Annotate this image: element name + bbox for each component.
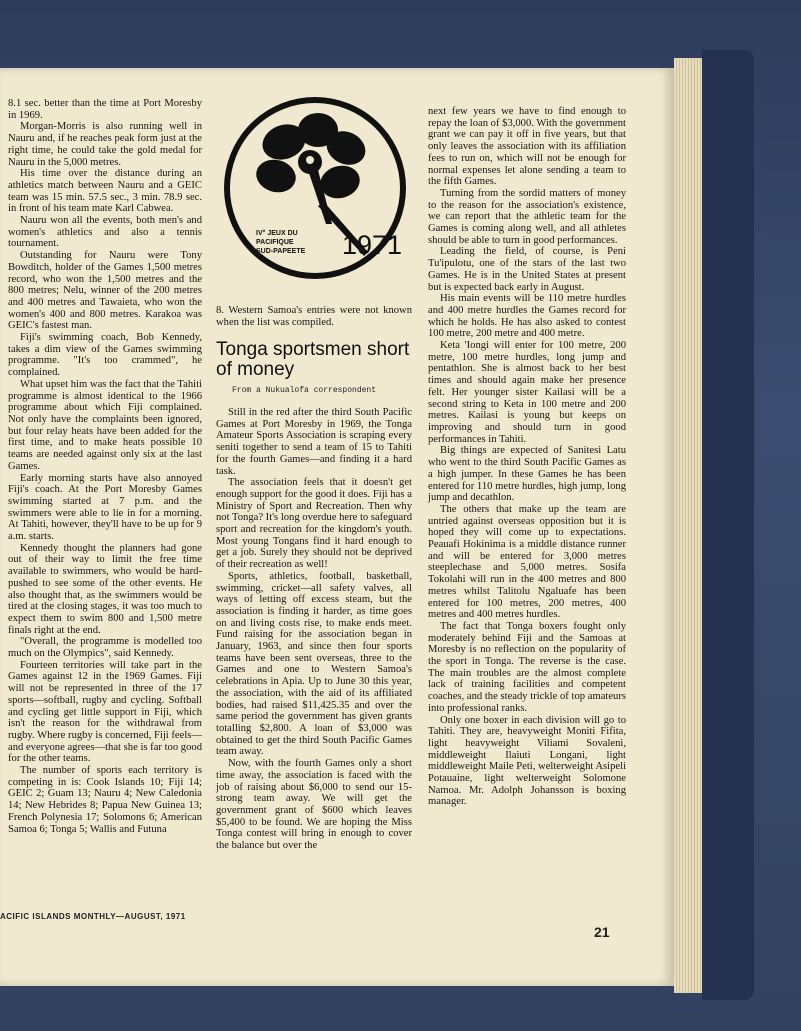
logo-caption-line-3: SUD-PAPEETE bbox=[256, 248, 306, 255]
paragraph: The number of sports each territory is competing in is: Cook Islands 10; Fiji 14; GEIC 2; Guam 13; Nauru 4; New Caledonia 14; New Hebrides 8; Papua New Guinea 13; French Polynesia 17; Solomons 6; American Samoa 6; Tonga 5; Wallis and Futuna bbox=[8, 765, 202, 835]
paragraph: Outstanding for Nauru were Tony Bowditch, holder of the Games 1,500 metres record, who won the 1,500 metres and the 800 metres; Nelu, winner of the 200 metres and 400 metres and Tawaieta, who won the women's 400 and 800 metres. Karakoa was GEIC's fastest man. bbox=[8, 250, 202, 332]
paragraph: The fact that Tonga boxers fought only moderately behind Fiji and the Samoas at Moresby is no reflection on the popularity of the sport in Tonga. The reverse is the case. The main troubles are the almost complete lack of training facilities and competent coaches, and the steady trickle of top amateurs into professional ranks. bbox=[428, 620, 626, 714]
paragraph: Kennedy thought the planners had gone out of their way to limit the free time available to swimmers, who would be hard-pushed to see some of the other events. He also thought that, as the swimmers would be tired at the closing stages, it was too much to expect them to swim 800 and 1,500 metre finals right at the end. bbox=[8, 542, 202, 636]
paragraph: 8.1 sec. better than the time at Port Moresby in 1969. bbox=[8, 98, 202, 121]
paragraph: The others that make up the team are untried against overseas opposition but it is hoped they will come up to expectations. Peauafi Hokinima is a middle distance runner and will be entered for 3,000 metres steeplechase and 5,000 metres. Sosifa Tokolahi will run in the 400 metres and 800 metres whilst Talitolu Ngaluafe has been entered for 100 metres, 200 metres, 400 metres and 400 metres hurdles. bbox=[428, 503, 626, 621]
paragraph: "Overall, the programme is modelled too much on the Olympics", said Kennedy. bbox=[8, 636, 202, 660]
paragraph: Turning from the sordid matters of money to the reason for the association's existence, we can report that the athletic team for the Games is coming along well, and all athletes should be able to turn in good performances. bbox=[428, 187, 626, 246]
paragraph: Keta 'Iongi will enter for 100 metre, 200 metre, 100 metre hurdles, long jump and pentathlon. She is almost back to her best times and should again make her presence felt. Her younger sister Kailasi will be a second string to Keta in 100 metre and 200 metres. Kailasi is young but keeps on improving and should turn in good performances in Tahiti. bbox=[428, 340, 626, 445]
paragraph: next few years we have to find enough to repay the loan of $3,000. With the government grant we can pay it off in five years, but that only leaves the association with its affiliation fees to run on, which will not be enough for normal expenses let alone sending a team to the fifth Games. bbox=[428, 106, 626, 188]
paragraph: Morgan-Morris is also running well in Nauru and, if he reaches peak form just at the right time, he could take the gold medal for Nauru in the 5,000 metres. bbox=[8, 121, 202, 168]
paragraph: The association feels that it doesn't get enough support for the good it does. Fiji has a Ministry of Sport and Recreation. Then why not Tonga? It's long overdue here to safeguard sport and recreation for the kingdom's youth. Most young Tongans find it hard enough to get a job. Surely they should not be deprived of their recreation as well! bbox=[216, 477, 413, 571]
article-headline: Tonga sportsmen short of money bbox=[216, 339, 410, 380]
logo-year: 1971 bbox=[342, 230, 403, 260]
paragraph: His main events will be 110 metre hurdles and 400 metre hurdles the Games record for which he holds. He has also asked to contest 100 metre, 200 metre and 400 metre. bbox=[428, 293, 626, 340]
paragraph: Fourteen territories will take part in the Games against 12 in the 1969 Games. Fiji will not be represented in three of the 17 sports—softball, rugby and cycling. Softball and cycling get little support in Fiji, which isn't the reason for the withdrawal from rugby. Where rugby is concerned, Fiji feels—and everyone agrees—that she is far too good for the other teams. bbox=[8, 659, 202, 765]
column-3 bbox=[428, 106, 626, 808]
page-edges bbox=[674, 58, 702, 993]
paragraph: Fiji's swimming coach, Bob Kennedy, takes a dim view of the Games swimming programme. "It's too crammed", he complained. bbox=[8, 332, 202, 379]
paragraph: His time over the distance during an athletics match between Nauru and a GEIC team was 15 min. 57.5 sec., 3 min. 78.9 sec. in front of his team mate Karl Cabwea. bbox=[8, 168, 202, 215]
paragraph: Sports, athletics, football, basketball, swimming, cricket—all safety valves, all ways of letting off excess steam, but the association is finding it harder, as time goes on and living costs rise, to make ends meet. Fund raising for the association began in January, 1963, and since then four sports teams have been sent overseas, three to the Games and one to Western Samoa's celebrations in Apia. Up to June 30 this year, the association, with the aid of its affiliated bodies, had raised $11,425.35 and over the same period the government has given grants totalling $2,800. A loan of $3,000 was obtained to get the third South Pacific Games team away. bbox=[216, 570, 412, 758]
paragraph: Big things are expected of Sanitesi Latu who went to the third South Pacific Games as a high jumper. In these Games he has been entered for 110 metre hurdles, high jump, long jump and decathlon. bbox=[428, 445, 626, 504]
page-footer: ACIFIC ISLANDS MONTHLY—AUGUST, 1971 bbox=[0, 912, 186, 921]
book-spine bbox=[702, 50, 754, 1000]
paragraph: What upset him was the fact that the Tahiti programme is almost identical to the 1966 programme about which Fiji complained. Not only have the complaints been ignored, but four relay heats have been added for the first time, and to make heats possible 10 teams are needed against only six at the last Games. bbox=[8, 378, 202, 472]
paragraph: Early morning starts have also annoyed Fiji's coach. At the Port Moresby Games swimming started at 7 p.m. and the swimmers were able to lie in for a morning. At Tahiti, however, they'll have to be up for 9 a.m. starts. bbox=[8, 472, 202, 543]
paragraph: Nauru won all the events, both men's and women's athletics and also a tennis tournament. bbox=[8, 215, 202, 250]
column-2 bbox=[216, 407, 412, 852]
logo-caption-line-1: IV° JEUX DU bbox=[256, 230, 298, 237]
paragraph: Now, with the fourth Games only a short time away, the association is faced with the job of raising about $6,000 to send our 15-strong team away. We will get the government grant of $600 which leaves $5,400 to be found. We are hoping the Miss Tonga contest will bring in enough to cover the balance but over the bbox=[216, 758, 412, 852]
paragraph: Leading the field, of course, is Peni Tu'ipulotu, one of the stars of the last two Games. He is in the United States at present but is expected back early in August. bbox=[428, 246, 626, 293]
paragraph: 8. Western Samoa's entries were not known when the list was compiled. bbox=[216, 305, 412, 328]
games-logo-emblem bbox=[222, 84, 408, 296]
paragraph: Still in the red after the third South Pacific Games at Port Moresby in 1969, the Tonga Amateur Sports Association is scraping every seniti together to send a team of 15 to Tahiti for the fourth Games—and finding it a hard task. bbox=[216, 407, 412, 477]
column-2-continuation bbox=[216, 305, 412, 328]
paragraph: Only one boxer in each division will go to Tahiti. They are, heavyweight Moniti Fifita, light heavyweight Viliami Sovaleni, middleweight Ilaiuti Longani, light middleweight Maile Peti, welterweight Asipeli Potauaine, light welterweight Solomone Namoa. Mr. Adolph Johansson is boxing manager. bbox=[428, 714, 627, 808]
column-1 bbox=[8, 98, 202, 835]
page-number: 21 bbox=[594, 924, 610, 940]
logo-caption-line-2: PACIFIQUE bbox=[256, 239, 294, 246]
article-byline: From a Nukualofa correspondent bbox=[232, 386, 377, 395]
